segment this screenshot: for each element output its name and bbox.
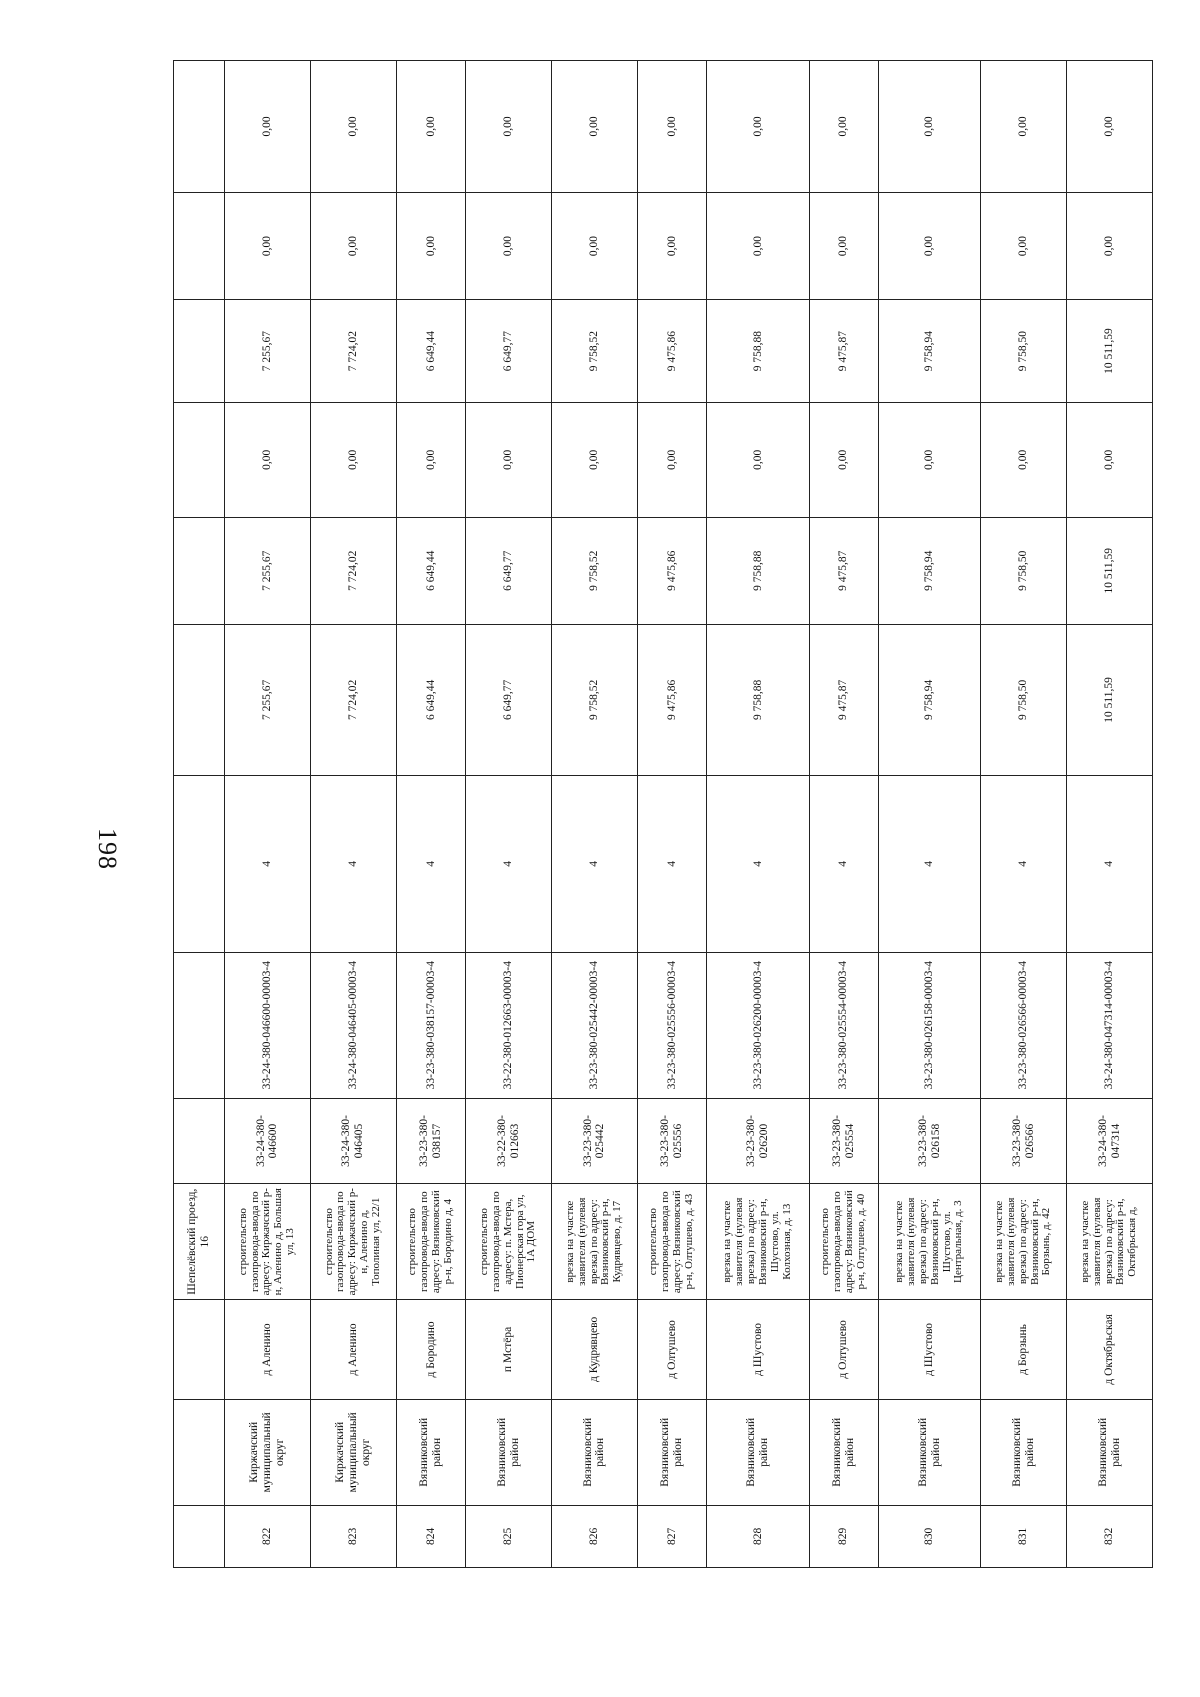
amount-cell: 0,00 (809, 61, 879, 193)
table-container (173, 60, 1153, 1568)
amount-cell: 0,00 (809, 403, 879, 518)
amount-cell: 0,00 (707, 403, 809, 518)
amount-cell: 7 724,02 (310, 517, 396, 624)
table-row (1067, 61, 1153, 1568)
full-code-cell: 33-23-380-026158-00003-4 (879, 952, 981, 1098)
amount-cell: 0,00 (879, 403, 981, 518)
area-cell: Вязниковский район (981, 1399, 1067, 1505)
description-cell: строительство газопровода-ввода по адресу: Киржачский р-н, Аленино д, Тополиная ул, 22/1 (310, 1184, 396, 1300)
amount-cell: 9 758,88 (707, 300, 809, 403)
table-row (552, 61, 638, 1568)
code-cell: 33-24-380-046600 (225, 1098, 311, 1184)
area-cell: Вязниковский район (552, 1399, 638, 1505)
amount-cell: 0,00 (396, 403, 466, 518)
area-cell: Киржачский муниципальный округ (310, 1399, 396, 1505)
full-code-cell: 33-22-380-012663-00003-4 (466, 952, 552, 1098)
category-cell: 4 (466, 775, 552, 952)
area-cell: Вязниковский район (396, 1399, 466, 1505)
amount-cell: 0,00 (396, 192, 466, 299)
locality-cell: д Олтушево (809, 1300, 879, 1400)
category-cell: 4 (879, 775, 981, 952)
amount-cell: 0,00 (466, 61, 552, 193)
amount-cell: 0,00 (552, 403, 638, 518)
header-cell (174, 624, 225, 775)
amount-cell: 0,00 (466, 192, 552, 299)
row-number-cell: 832 (1067, 1505, 1153, 1567)
amount-cell: 6 649,77 (466, 517, 552, 624)
code-cell: 33-24-380-047314 (1067, 1098, 1153, 1184)
code-cell: 33-23-380-026566 (981, 1098, 1067, 1184)
header-cell (174, 1505, 225, 1567)
description-cell: строительство газопровода-ввода по адресу: Вязниковский р-н, Бородино д, 4 (396, 1184, 466, 1300)
table-row (396, 61, 466, 1568)
amount-cell: 0,00 (637, 403, 707, 518)
code-cell: 33-23-380-025554 (809, 1098, 879, 1184)
category-cell: 4 (981, 775, 1067, 952)
description-cell: врезка на участке заявителя (нулевая врезка) по адресу: Вязниковский р-н, Шустово, ул. Центральная, д. 3 (879, 1184, 981, 1300)
amount-cell: 7 255,67 (225, 517, 311, 624)
locality-cell: д Шустово (707, 1300, 809, 1400)
amount-cell: 0,00 (310, 192, 396, 299)
code-cell: 33-22-380-012663 (466, 1098, 552, 1184)
row-number-cell: 829 (809, 1505, 879, 1567)
header-cell (174, 1300, 225, 1400)
header-cell (174, 1399, 225, 1505)
row-number-cell: 825 (466, 1505, 552, 1567)
amount-cell: 0,00 (707, 61, 809, 193)
header-cell (174, 403, 225, 518)
area-cell: Вязниковский район (637, 1399, 707, 1505)
table-row (981, 61, 1067, 1568)
amount-cell: 9 475,86 (637, 300, 707, 403)
row-number-cell: 831 (981, 1505, 1067, 1567)
header-cell (174, 1098, 225, 1184)
locality-cell: д Аленино (225, 1300, 311, 1400)
full-code-cell: 33-23-380-025442-00003-4 (552, 952, 638, 1098)
full-code-cell: 33-24-380-046600-00003-4 (225, 952, 311, 1098)
category-cell: 4 (1067, 775, 1153, 952)
area-cell: Вязниковский район (466, 1399, 552, 1505)
header-cell (174, 192, 225, 299)
table-row (225, 61, 311, 1568)
amount-cell: 9 475,87 (809, 517, 879, 624)
amount-cell: 0,00 (1067, 61, 1153, 193)
row-number-cell: 822 (225, 1505, 311, 1567)
amount-cell: 0,00 (552, 192, 638, 299)
amount-cell: 0,00 (310, 61, 396, 193)
amount-cell: 6 649,77 (466, 624, 552, 775)
code-cell: 33-23-380-025556 (637, 1098, 707, 1184)
area-cell: Вязниковский район (879, 1399, 981, 1505)
amount-cell: 0,00 (707, 192, 809, 299)
full-code-cell: 33-23-380-026200-00003-4 (707, 952, 809, 1098)
table-row (809, 61, 879, 1568)
amount-cell: 0,00 (879, 192, 981, 299)
row-number-cell: 824 (396, 1505, 466, 1567)
category-cell: 4 (809, 775, 879, 952)
amount-cell: 10 511,59 (1067, 300, 1153, 403)
table-row (466, 61, 552, 1568)
code-cell: 33-23-380-025442 (552, 1098, 638, 1184)
locality-cell: д Бородино (396, 1300, 466, 1400)
category-cell: 4 (637, 775, 707, 952)
row-number-cell: 830 (879, 1505, 981, 1567)
row-number-cell: 827 (637, 1505, 707, 1567)
amount-cell: 0,00 (396, 61, 466, 193)
amount-cell: 9 758,50 (981, 300, 1067, 403)
amount-cell: 0,00 (981, 403, 1067, 518)
locality-cell: д Шустово (879, 1300, 981, 1400)
amount-cell: 0,00 (879, 61, 981, 193)
amount-cell: 9 758,52 (552, 517, 638, 624)
page-number: 198 (93, 828, 122, 870)
locality-cell: п Мстёра (466, 1300, 552, 1400)
description-cell: строительство газопровода-ввода по адресу: Вязниковский р-н, Олтушево, д. 43 (637, 1184, 707, 1300)
description-cell: врезка на участке заявителя (нулевая врезка) по адресу: Вязниковский р-н, Кудрявцево, д. 17 (552, 1184, 638, 1300)
amount-cell: 9 758,50 (981, 624, 1067, 775)
amount-cell: 0,00 (981, 192, 1067, 299)
locality-cell: д Борзынь (981, 1300, 1067, 1400)
amount-cell: 0,00 (552, 61, 638, 193)
table-row (310, 61, 396, 1568)
amount-cell: 9 758,88 (707, 517, 809, 624)
description-cell: врезка на участке заявителя (нулевая врезка) по адресу: Вязниковский р-н, Борзынь, д. 42 (981, 1184, 1067, 1300)
amount-cell: 9 758,52 (552, 624, 638, 775)
amount-cell: 9 758,52 (552, 300, 638, 403)
amount-cell: 0,00 (1067, 192, 1153, 299)
area-cell: Вязниковский район (1067, 1399, 1153, 1505)
amount-cell: 6 649,44 (396, 517, 466, 624)
amount-cell: 9 758,94 (879, 624, 981, 775)
full-code-cell: 33-23-380-025554-00003-4 (809, 952, 879, 1098)
amount-cell: 9 758,88 (707, 624, 809, 775)
area-cell: Вязниковский район (809, 1399, 879, 1505)
row-number-cell: 823 (310, 1505, 396, 1567)
description-cell: врезка на участке заявителя (нулевая врезка) по адресу: Вязниковский р-н, Октябрьская д, (1067, 1184, 1153, 1300)
row-number-cell: 826 (552, 1505, 638, 1567)
amount-cell: 0,00 (466, 403, 552, 518)
amount-cell: 9 475,86 (637, 624, 707, 775)
data-table (173, 60, 1153, 1568)
amount-cell: 0,00 (225, 403, 311, 518)
amount-cell: 0,00 (637, 192, 707, 299)
amount-cell: 6 649,44 (396, 624, 466, 775)
amount-cell: 0,00 (637, 61, 707, 193)
amount-cell: 0,00 (981, 61, 1067, 193)
amount-cell: 7 724,02 (310, 624, 396, 775)
amount-cell: 10 511,59 (1067, 624, 1153, 775)
description-cell: строительство газопровода-ввода по адресу: Киржачский р-н, Аленино д, Большая ул, 13 (225, 1184, 311, 1300)
amount-cell: 0,00 (310, 403, 396, 518)
category-cell: 4 (707, 775, 809, 952)
amount-cell: 0,00 (809, 192, 879, 299)
header-cell (174, 775, 225, 952)
code-cell: 33-23-380-038157 (396, 1098, 466, 1184)
description-cell: строительство газопровода-ввода по адресу: Вязниковский р-н, Олтушево, д. 40 (809, 1184, 879, 1300)
amount-cell: 9 758,50 (981, 517, 1067, 624)
row-number-cell: 828 (707, 1505, 809, 1567)
amount-cell: 6 649,77 (466, 300, 552, 403)
amount-cell: 9 758,94 (879, 300, 981, 403)
amount-cell: 9 475,86 (637, 517, 707, 624)
amount-cell: 7 255,67 (225, 624, 311, 775)
locality-cell: д Кудрявцево (552, 1300, 638, 1400)
locality-cell: д Октябрьская (1067, 1300, 1153, 1400)
full-code-cell: 33-24-380-046405-00003-4 (310, 952, 396, 1098)
header-cell (174, 61, 225, 193)
table-row (707, 61, 809, 1568)
category-cell: 4 (396, 775, 466, 952)
full-code-cell: 33-23-380-025556-00003-4 (637, 952, 707, 1098)
full-code-cell: 33-23-380-026566-00003-4 (981, 952, 1067, 1098)
amount-cell: 0,00 (225, 192, 311, 299)
header-row (174, 61, 225, 1568)
code-cell: 33-23-380-026200 (707, 1098, 809, 1184)
header-cell (174, 517, 225, 624)
category-cell: 4 (552, 775, 638, 952)
category-cell: 4 (225, 775, 311, 952)
description-cell: строительство газопровода-ввода по адресу: п. Мстера, Пионерская гора ул, 1А ДОМ (466, 1184, 552, 1300)
amount-cell: 7 255,67 (225, 300, 311, 403)
amount-cell: 7 724,02 (310, 300, 396, 403)
description-cell: врезка на участке заявителя (нулевая врезка) по адресу: Вязниковский р-н, Шустово, ул. Колхозная, д. 13 (707, 1184, 809, 1300)
amount-cell: 10 511,59 (1067, 517, 1153, 624)
full-code-cell: 33-24-380-047314-00003-4 (1067, 952, 1153, 1098)
header-cell (174, 952, 225, 1098)
table-row (637, 61, 707, 1568)
table-row (879, 61, 981, 1568)
amount-cell: 6 649,44 (396, 300, 466, 403)
header-cell: Шепелёвский проезд, 16 (174, 1184, 225, 1300)
code-cell: 33-24-380-046405 (310, 1098, 396, 1184)
amount-cell: 9 475,87 (809, 300, 879, 403)
area-cell: Вязниковский район (707, 1399, 809, 1505)
code-cell: 33-23-380-026158 (879, 1098, 981, 1184)
amount-cell: 9 475,87 (809, 624, 879, 775)
category-cell: 4 (310, 775, 396, 952)
amount-cell: 0,00 (1067, 403, 1153, 518)
locality-cell: д Аленино (310, 1300, 396, 1400)
amount-cell: 0,00 (225, 61, 311, 193)
locality-cell: д Олтушево (637, 1300, 707, 1400)
full-code-cell: 33-23-380-038157-00003-4 (396, 952, 466, 1098)
header-cell (174, 300, 225, 403)
area-cell: Киржачский муниципальный округ (225, 1399, 311, 1505)
amount-cell: 9 758,94 (879, 517, 981, 624)
